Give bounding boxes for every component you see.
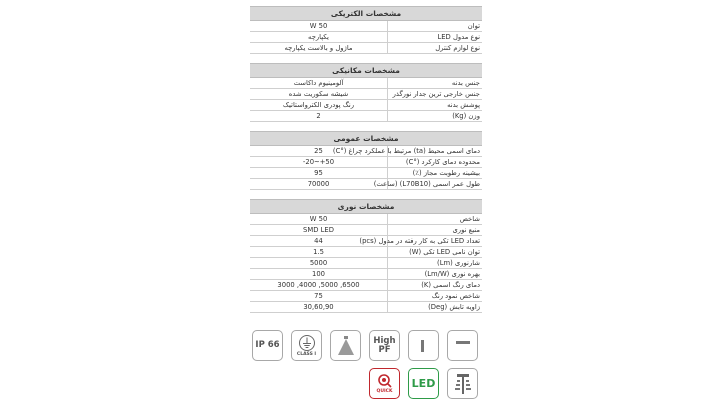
table-row bbox=[250, 157, 482, 168]
spec-value: 5000 bbox=[250, 258, 388, 269]
spec-value: ماژول و بالاست یکپارچه bbox=[250, 43, 388, 54]
table-row bbox=[250, 21, 482, 32]
spec-label: جنس بدنه bbox=[388, 78, 483, 89]
section-title-optical: مشخصات نوری bbox=[250, 199, 482, 214]
spec-label: وزن (Kg) bbox=[388, 111, 483, 122]
spec-value: رنگ پودری الکترواستاتیک bbox=[250, 100, 388, 111]
spec-value: 1.5 bbox=[250, 247, 388, 258]
spec-value: شیشه سکوریت شده bbox=[250, 89, 388, 100]
spec-value: 25 bbox=[250, 146, 388, 157]
spec-value: SMD LED bbox=[250, 225, 388, 236]
table-row bbox=[250, 291, 482, 302]
spec-label: زاویه تابش (Deg) bbox=[388, 302, 483, 313]
section-title-general: مشخصات عمومی bbox=[250, 131, 482, 146]
wall-mount-icon bbox=[408, 330, 439, 361]
spec-sheet bbox=[250, 0, 482, 313]
electrical-table bbox=[250, 21, 482, 54]
ip66-icon: IP 66 bbox=[252, 330, 283, 361]
feature-icons bbox=[250, 330, 482, 405]
class-one-ground-icon: CLASS I bbox=[291, 330, 322, 361]
ground-symbol-icon bbox=[298, 334, 316, 352]
table-row bbox=[250, 225, 482, 236]
spec-label: منبع نوری bbox=[388, 225, 483, 236]
spec-value: 70000 bbox=[250, 179, 388, 190]
spec-label: دمای اسمی محیط (ta) مرتبط با عملکرد چراغ (°C) bbox=[332, 147, 480, 155]
spec-value: 50 W bbox=[250, 21, 388, 32]
table-row bbox=[250, 247, 482, 258]
table-row bbox=[250, 32, 482, 43]
spec-value: 95 bbox=[250, 168, 388, 179]
spec-value: 2 bbox=[250, 111, 388, 122]
spec-value: آلومینیوم داکاست bbox=[250, 78, 388, 89]
mechanical-table bbox=[250, 78, 482, 122]
quick-connect-icon: QUICK bbox=[369, 368, 400, 399]
spec-value: 75 bbox=[250, 291, 388, 302]
spec-label: جنس خارجی ترین جدار نورگذر bbox=[388, 89, 483, 100]
magnifier-icon bbox=[377, 373, 393, 389]
spec-label: پوشش بدنه bbox=[388, 100, 483, 111]
spec-label: بهره نوری (Lm/W) bbox=[388, 269, 483, 280]
table-row bbox=[250, 100, 482, 111]
spec-label: دمای رنگ اسمی (K) bbox=[388, 280, 483, 291]
light-cone-icon bbox=[334, 334, 358, 358]
spec-value: 30,60,90 bbox=[250, 302, 388, 313]
table-row bbox=[250, 269, 482, 280]
spec-value: 50 W bbox=[250, 214, 388, 225]
spec-label: تعداد LED تکی به کار رفته در مدول (pcs) bbox=[359, 237, 480, 245]
spec-label: شاخص نمود رنگ bbox=[388, 291, 483, 302]
table-row bbox=[250, 146, 482, 157]
optical-table bbox=[250, 214, 482, 313]
table-row bbox=[250, 280, 482, 291]
table-row bbox=[250, 302, 482, 313]
spec-label: شاخص bbox=[388, 214, 483, 225]
table-row bbox=[250, 111, 482, 122]
table-row bbox=[250, 236, 482, 247]
spec-label: نوع لوازم کنترل bbox=[388, 43, 483, 54]
led-icon: LED bbox=[408, 368, 439, 399]
table-row bbox=[250, 43, 482, 54]
table-row bbox=[250, 214, 482, 225]
general-table bbox=[250, 146, 482, 190]
beam-angle-icon bbox=[330, 330, 361, 361]
spec-label: طول عمر اسمی (L70B10) (ساعت) bbox=[373, 180, 480, 188]
table-row bbox=[250, 168, 482, 179]
spec-label: توان نامی LED تکی (W) bbox=[388, 247, 483, 258]
spec-label: بیشینه رطوبت مجاز (٪) bbox=[388, 168, 483, 179]
spec-value: 44 bbox=[250, 236, 388, 247]
section-title-mechanical: مشخصات مکانیکی bbox=[250, 63, 482, 78]
table-row bbox=[250, 89, 482, 100]
ceiling-mount-icon bbox=[447, 330, 478, 361]
table-row bbox=[250, 258, 482, 269]
spec-value: -20~+50 bbox=[250, 157, 388, 168]
spec-label: شارنوری (Lm) bbox=[388, 258, 483, 269]
spec-value: یکپارچه bbox=[250, 32, 388, 43]
table-row bbox=[250, 78, 482, 89]
spec-value: 3000 ,4000 ,5000 ,6500 bbox=[250, 280, 388, 291]
street-light-icon bbox=[447, 368, 478, 399]
spec-label: محدوده دمای کارکرد (°C) bbox=[388, 157, 483, 168]
spec-value: 100 bbox=[250, 269, 388, 280]
vertical-bar-icon bbox=[414, 336, 434, 356]
section-title-electrical: مشخصات الکتریکی bbox=[250, 6, 482, 21]
light-array-icon bbox=[452, 372, 474, 396]
spec-label: توان bbox=[388, 21, 483, 32]
table-row bbox=[250, 179, 482, 190]
high-pf-icon: High PF bbox=[369, 330, 400, 361]
spec-label: نوع مدول LED bbox=[388, 32, 483, 43]
horizontal-bar-icon bbox=[452, 336, 474, 356]
